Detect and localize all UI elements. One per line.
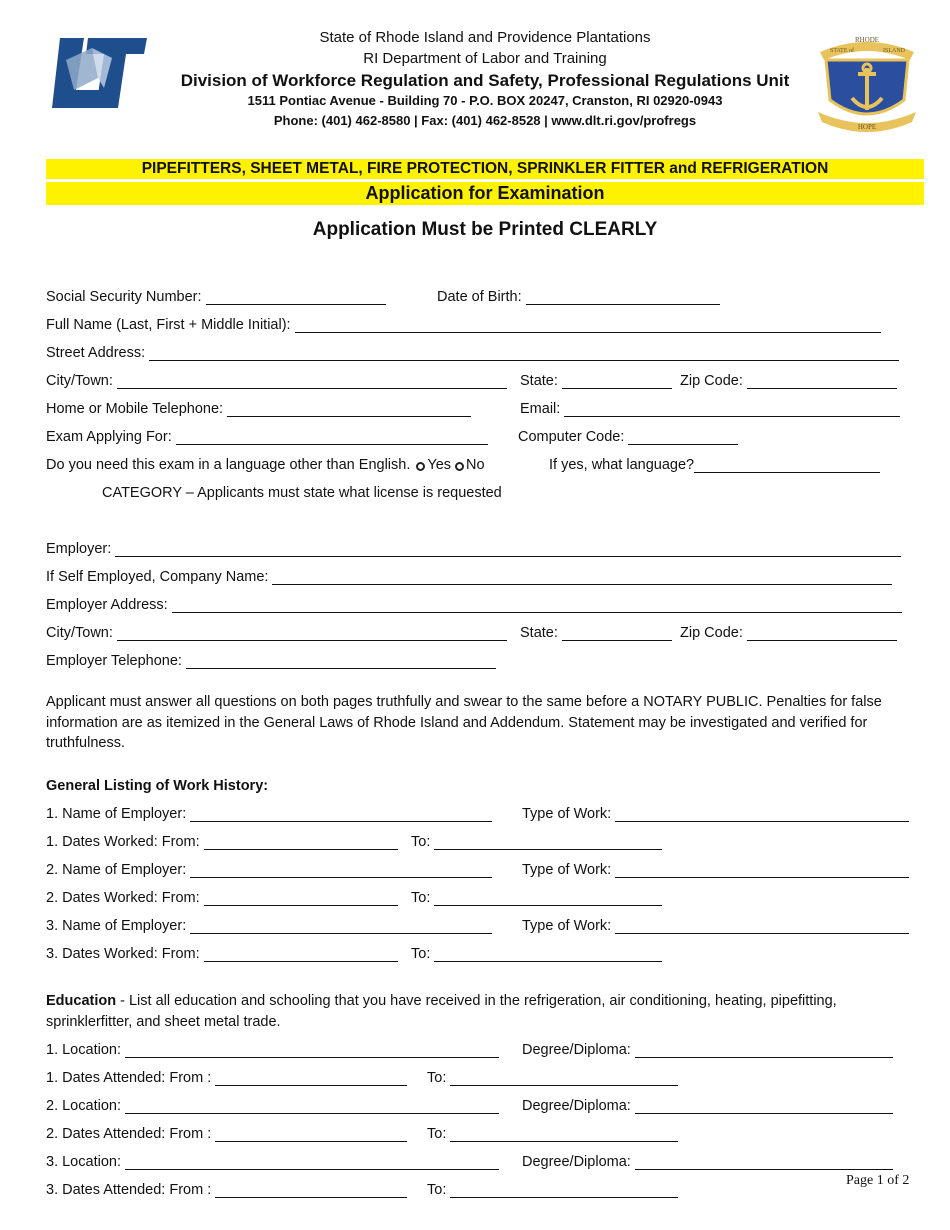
trade-banner: PIPEFITTERS, SHEET METAL, FIRE PROTECTION, SPRINKLER FITTER and REFRIGERATION (46, 159, 924, 179)
self-employed-field[interactable] (272, 571, 892, 585)
full-name-label: Full Name (Last, First + Middle Initial): (46, 317, 291, 333)
edu-location-label-3: 3. Location: (46, 1154, 121, 1170)
edu-to-label-3: To: (427, 1182, 447, 1198)
work-dates-label-2: 2. Dates Worked: From: (46, 890, 200, 906)
seal-text-right: ISLAND (883, 48, 905, 54)
edu-location-field-2[interactable] (125, 1100, 499, 1114)
work-to-field-3[interactable] (434, 948, 662, 962)
work-to-label-1: To: (411, 834, 431, 850)
employer-phone-field[interactable] (186, 655, 496, 669)
edu-dates-row-1 (46, 1068, 407, 1086)
work-type-label-2: Type of Work: (522, 862, 612, 878)
language-no-label: No (466, 457, 485, 473)
work-dates-row-2 (46, 888, 398, 906)
email-label: Email: (520, 401, 561, 417)
edu-location-row-2 (46, 1096, 499, 1114)
work-name-label-3: 3. Name of Employer: (46, 918, 187, 934)
work-type-field-2[interactable] (615, 864, 909, 878)
work-dates-label-1: 1. Dates Worked: From: (46, 834, 200, 850)
work-to-field-2[interactable] (434, 892, 662, 906)
education-description: - List all education and schooling that you have received in the refrigeration, air conditioning, heating, pipefitting, sprinklerfitter, and sheet metal trade. (46, 993, 837, 1030)
work-history-heading-row (46, 776, 268, 794)
edu-degree-field-1[interactable] (635, 1044, 893, 1058)
email-row (520, 399, 900, 417)
edu-degree-field-3[interactable] (635, 1156, 893, 1170)
state-name: State of Rhode Island and Providence Plantations (319, 29, 651, 46)
employer-row (46, 539, 901, 557)
edu-from-field-1[interactable] (215, 1072, 407, 1086)
oath-paragraph: Applicant must answer all questions on both pages truthfully and swear to the same before a NOTARY PUBLIC. Penalties for false information are as itemized in the General Laws of Rhode Island and Addendum. Statement may be investigated and verified for truthfulness. (46, 694, 882, 751)
dob-label: Date of Birth: (437, 289, 522, 305)
edu-to-row-2 (427, 1124, 678, 1142)
language-which-row (549, 455, 880, 473)
computer-code-label: Computer Code: (518, 429, 625, 445)
employer-state-label: State: (520, 625, 558, 641)
self-employed-label: If Self Employed, Company Name: (46, 569, 269, 585)
work-type-row-1 (522, 804, 909, 822)
edu-to-row-1 (427, 1068, 678, 1086)
category-label: CATEGORY – Applicants must state what license is requested (102, 485, 502, 501)
work-name-row-3 (46, 916, 492, 934)
work-name-field-1[interactable] (190, 808, 492, 822)
language-which-label: If yes, what language? (549, 457, 695, 473)
zip-row (680, 371, 897, 389)
employer-field[interactable] (115, 543, 901, 557)
ssn-field[interactable] (206, 291, 386, 305)
work-history-heading: General Listing of Work History: (46, 778, 269, 794)
work-name-row-2 (46, 860, 492, 878)
employer-city-field[interactable] (117, 627, 507, 641)
edu-degree-label-1: Degree/Diploma: (522, 1042, 631, 1058)
language-row (46, 455, 485, 473)
edu-degree-label-2: Degree/Diploma: (522, 1098, 631, 1114)
self-employed-row (46, 567, 892, 585)
employer-address-field[interactable] (172, 599, 902, 613)
edu-to-field-2[interactable] (450, 1128, 678, 1142)
edu-degree-row-3 (522, 1152, 893, 1170)
exam-field[interactable] (176, 431, 488, 445)
dlt-logo (52, 38, 147, 108)
city-row (46, 371, 507, 389)
state-label: State: (520, 373, 558, 389)
work-to-field-1[interactable] (434, 836, 662, 850)
employer-state-field[interactable] (562, 627, 672, 641)
state-row (520, 371, 672, 389)
exam-row (46, 427, 488, 445)
employer-city-label: City/Town: (46, 625, 113, 641)
work-to-label-3: To: (411, 946, 431, 962)
ssn-row (46, 287, 386, 305)
employer-phone-row (46, 651, 496, 669)
computer-code-field[interactable] (628, 431, 738, 445)
language-question: Do you need this exam in a language other than English. (46, 457, 411, 473)
contact-line: Phone: (401) 462-8580 | Fax: (401) 462-8528 | www.dlt.ri.gov/profregs (273, 113, 697, 128)
phone-row (46, 399, 471, 417)
street-label: Street Address: (46, 345, 146, 361)
exam-label: Exam Applying For: (46, 429, 172, 445)
work-type-field-1[interactable] (615, 808, 909, 822)
employer-address-label: Employer Address: (46, 597, 168, 613)
zip-label: Zip Code: (680, 373, 743, 389)
employer-address-row (46, 595, 902, 613)
edu-to-label-1: To: (427, 1070, 447, 1086)
street-field[interactable] (149, 347, 899, 361)
edu-location-row-1 (46, 1040, 499, 1058)
edu-degree-row-2 (522, 1096, 893, 1114)
work-name-field-3[interactable] (190, 920, 492, 934)
work-to-row-2 (411, 888, 662, 906)
edu-to-field-1[interactable] (450, 1072, 678, 1086)
employer-phone-label: Employer Telephone: (46, 653, 182, 669)
division-name: Division of Workforce Regulation and Safety, Professional Regulations Unit (180, 71, 790, 90)
edu-from-field-2[interactable] (215, 1128, 407, 1142)
work-name-label-1: 1. Name of Employer: (46, 806, 187, 822)
edu-degree-label-3: Degree/Diploma: (522, 1154, 631, 1170)
work-from-field-3[interactable] (204, 948, 398, 962)
edu-dates-row-2 (46, 1124, 407, 1142)
city-field[interactable] (117, 375, 507, 389)
street-row (46, 343, 899, 361)
employer-zip-field[interactable] (747, 627, 897, 641)
work-from-field-2[interactable] (204, 892, 398, 906)
employer-label: Employer: (46, 541, 112, 557)
full-name-field[interactable] (295, 319, 881, 333)
full-name-row (46, 315, 881, 333)
dob-field[interactable] (526, 291, 720, 305)
work-name-row-1 (46, 804, 492, 822)
edu-to-label-2: To: (427, 1126, 447, 1142)
edu-from-field-3[interactable] (215, 1184, 407, 1198)
rhode-island-seal-icon (812, 30, 922, 136)
seal-text-top: RHODE (854, 36, 880, 44)
language-which-field[interactable] (694, 459, 880, 473)
edu-dates-label-2: 2. Dates Attended: From : (46, 1126, 212, 1142)
work-to-label-2: To: (411, 890, 431, 906)
work-to-row-1 (411, 832, 662, 850)
work-name-label-2: 2. Name of Employer: (46, 862, 187, 878)
edu-location-label-1: 1. Location: (46, 1042, 121, 1058)
language-yes-label: Yes (427, 457, 452, 473)
application-title: Application for Examination (46, 182, 924, 205)
email-field[interactable] (564, 403, 900, 417)
work-type-row-3 (522, 916, 909, 934)
page-number: Page 1 of 2 (846, 1173, 910, 1188)
phone-label: Home or Mobile Telephone: (46, 401, 224, 417)
print-clearly-notice: Application Must be Printed CLEARLY (312, 219, 658, 240)
work-type-label-3: Type of Work: (522, 918, 612, 934)
seal-text-left: STATE of (829, 48, 855, 54)
work-dates-label-3: 3. Dates Worked: From: (46, 946, 200, 962)
employer-city-row (46, 623, 507, 641)
edu-location-label-2: 2. Location: (46, 1098, 121, 1114)
computer-code-row (518, 427, 738, 445)
work-from-field-1[interactable] (204, 836, 398, 850)
education-heading: Education (46, 993, 117, 1009)
department-name: RI Department of Labor and Training (363, 50, 607, 67)
edu-to-field-3[interactable] (450, 1184, 678, 1198)
work-name-field-2[interactable] (190, 864, 492, 878)
edu-dates-row-3 (46, 1180, 407, 1198)
dob-row (437, 287, 720, 305)
edu-location-field-1[interactable] (125, 1044, 499, 1058)
work-type-field-3[interactable] (615, 920, 909, 934)
edu-location-field-3[interactable] (125, 1156, 499, 1170)
employer-state-row (520, 623, 672, 641)
language-no-radio[interactable] (455, 462, 464, 471)
seal-text-bottom: HOPE (857, 123, 877, 131)
ssn-label: Social Security Number: (46, 289, 202, 305)
edu-to-row-3 (427, 1180, 678, 1198)
language-yes-radio[interactable] (416, 462, 425, 471)
edu-degree-row-1 (522, 1040, 893, 1058)
work-dates-row-1 (46, 832, 398, 850)
work-type-label-1: Type of Work: (522, 806, 612, 822)
edu-dates-label-3: 3. Dates Attended: From : (46, 1182, 212, 1198)
phone-field[interactable] (227, 403, 471, 417)
edu-dates-label-1: 1. Dates Attended: From : (46, 1070, 212, 1086)
state-field[interactable] (562, 375, 672, 389)
work-dates-row-3 (46, 944, 398, 962)
edu-degree-field-2[interactable] (635, 1100, 893, 1114)
employer-zip-row (680, 623, 897, 641)
edu-location-row-3 (46, 1152, 499, 1170)
zip-field[interactable] (747, 375, 897, 389)
city-label: City/Town: (46, 373, 113, 389)
employer-zip-label: Zip Code: (680, 625, 743, 641)
education-paragraph (46, 991, 926, 1032)
work-to-row-3 (411, 944, 662, 962)
category-row (102, 483, 502, 501)
address-line: 1511 Pontiac Avenue - Building 70 - P.O. BOX 20247, Cranston, RI 02920-0943 (247, 93, 723, 108)
work-type-row-2 (522, 860, 909, 878)
